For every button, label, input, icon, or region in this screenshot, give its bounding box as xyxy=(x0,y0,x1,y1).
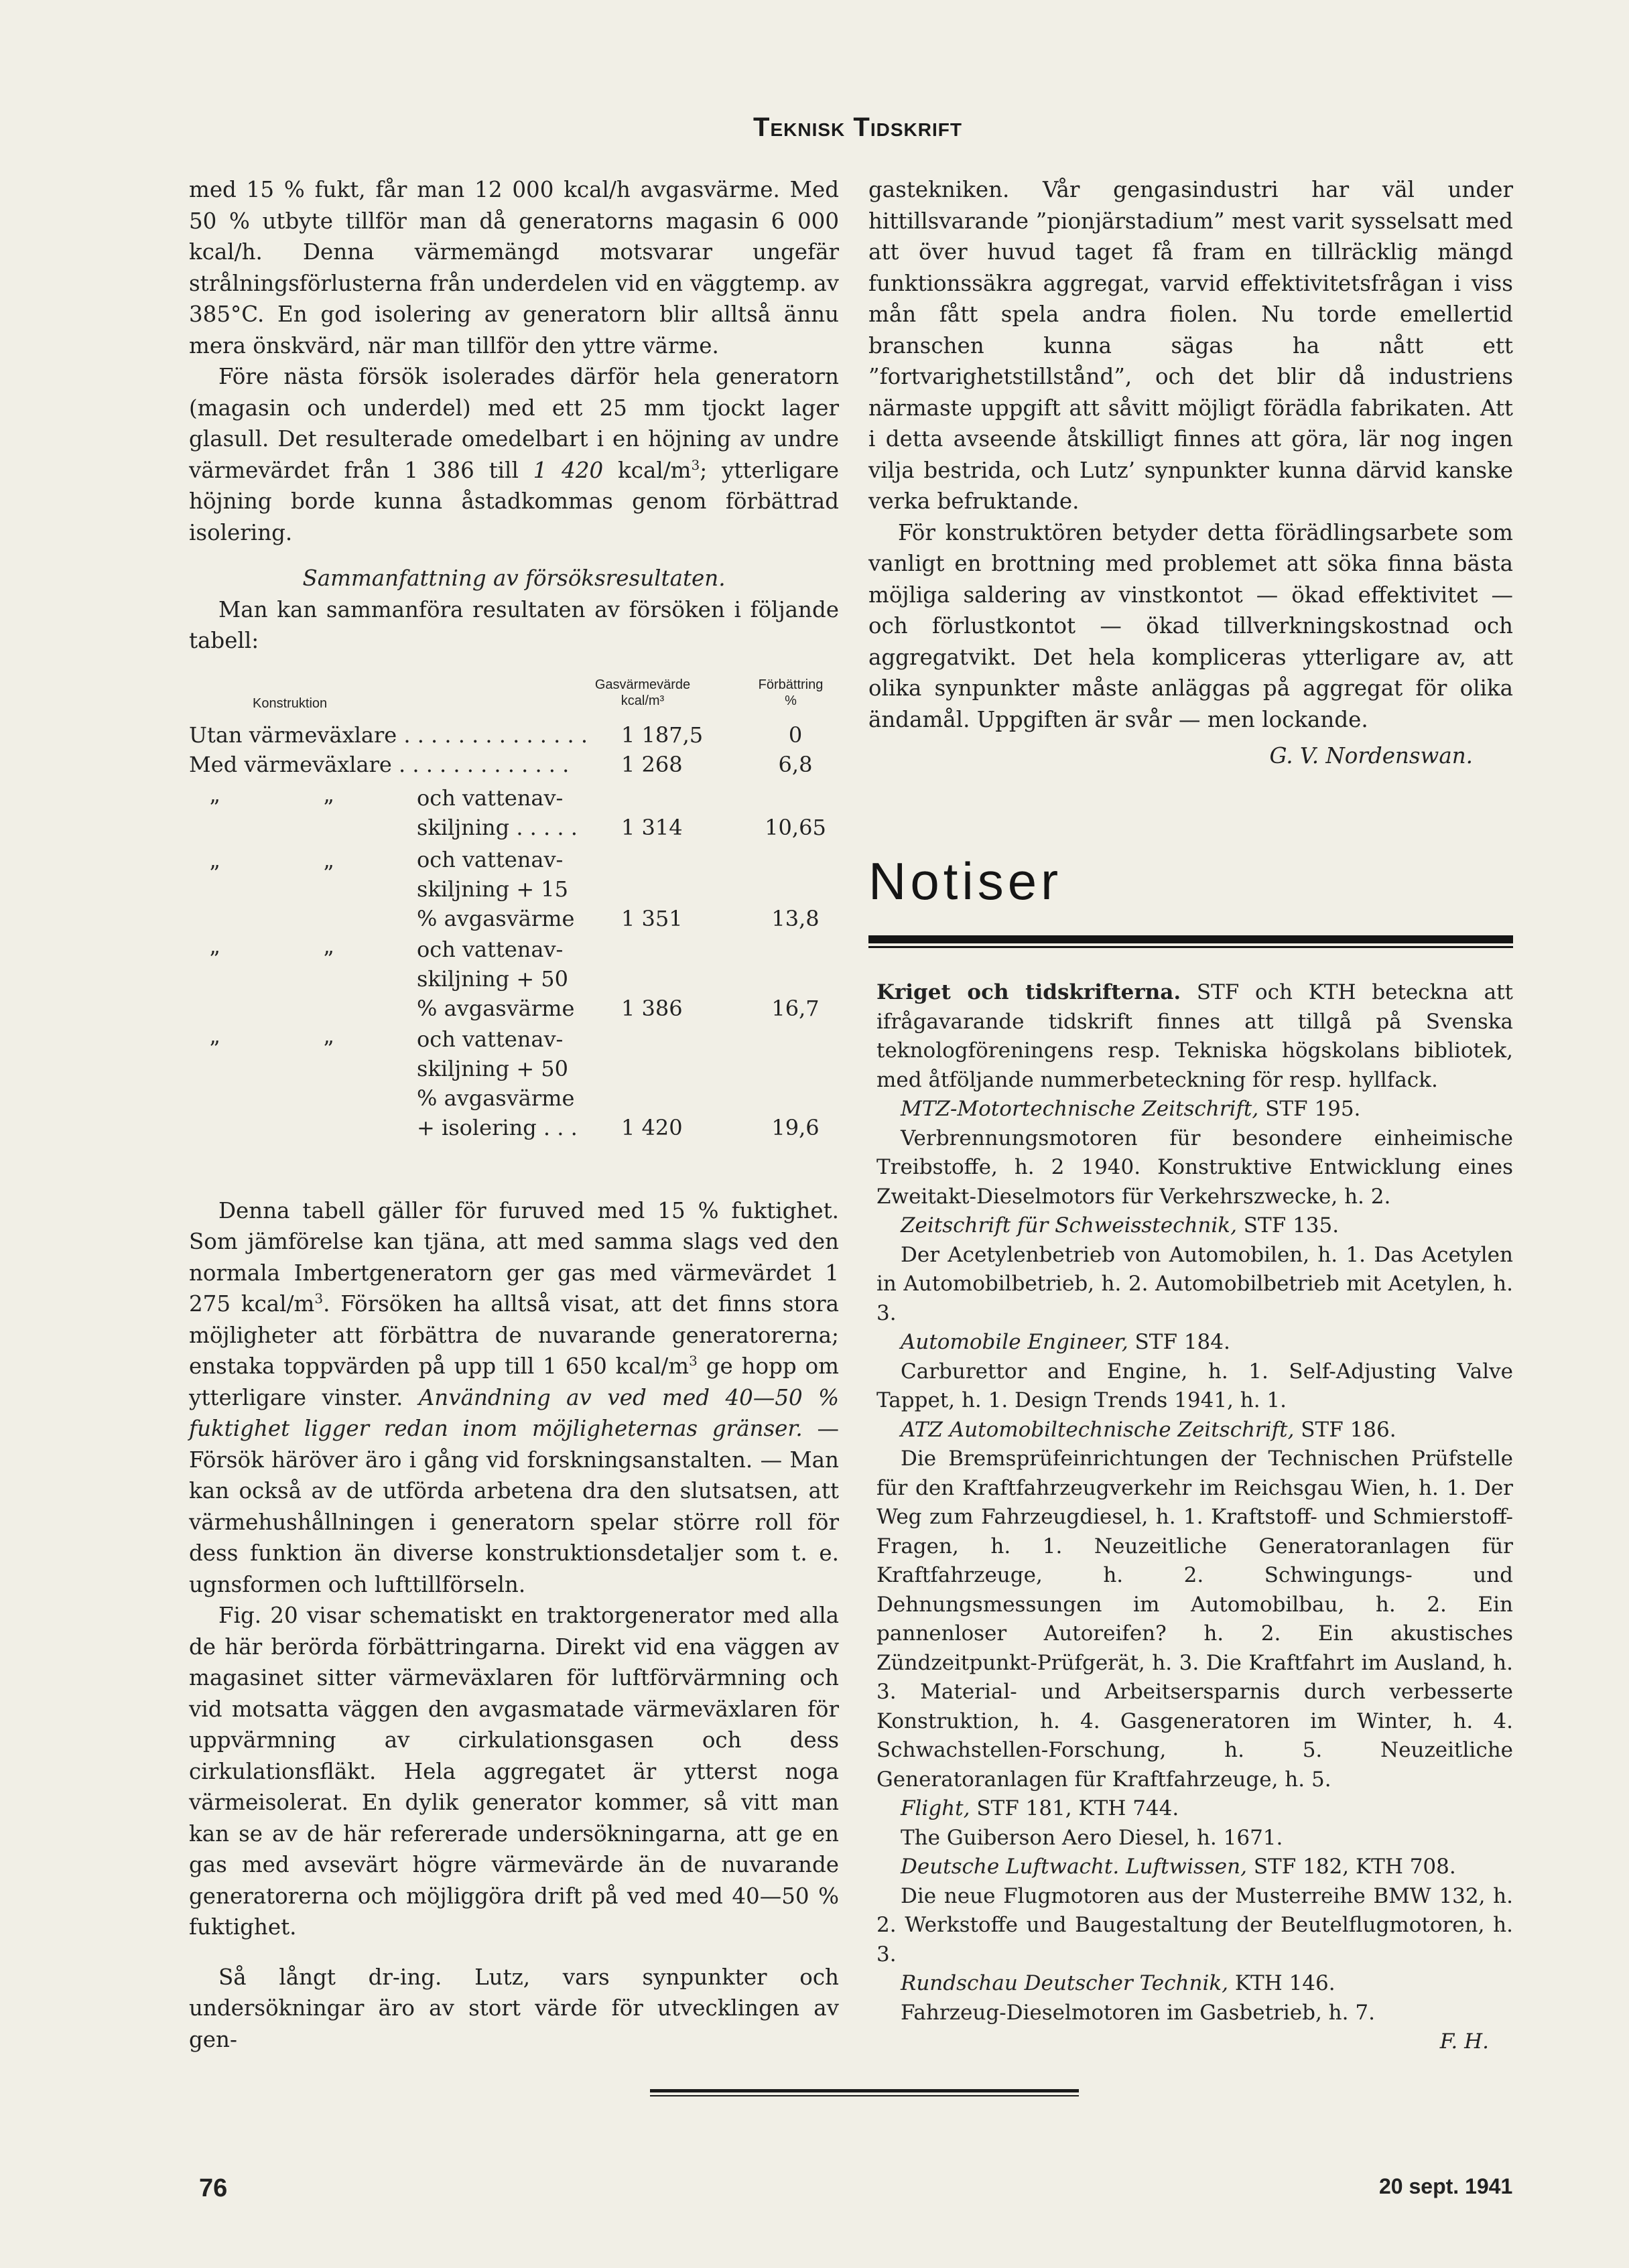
table-row: ” ” och vattenav- skiljning + 50 % avgasvärme 1 386 16,7 xyxy=(209,936,820,1021)
journal-articles: Fahrzeug-Dieselmotoren im Gasbetrieb, h. 7. xyxy=(901,2000,1375,2025)
notice-initials: F. H. xyxy=(1439,2029,1489,2054)
right-column xyxy=(868,174,1513,772)
notiser-heading: Notiser xyxy=(868,852,1063,911)
issue-date: 20 sept. 1941 xyxy=(1379,2174,1513,2198)
page-number: 76 xyxy=(199,2174,228,2202)
table-row: Med värmeväxlare . . . . . . . . . . . . . 1 268 6,8 xyxy=(189,751,813,777)
journal-entry: MTZ-Motortechnische Zeitschrift, STF 195. xyxy=(901,1097,1361,1121)
journal-articles: Die neue Flugmotoren aus der Musterreihe BMW 132, h. 2. Werkstoffe und Baugestaltung der Beutelflugmotoren, h. 3. xyxy=(876,1883,1513,1966)
journal-masthead: Teknisk Tidskrift xyxy=(753,113,962,142)
table-header-construction: Konstruktion xyxy=(253,695,328,711)
journal-entry: Zeitschrift für Schweisstechnik, STF 135. xyxy=(901,1213,1340,1238)
journal-articles: Der Acetylenbetrieb von Automobilen, h. 1. Das Acetylen in Automobilbetrieb, h. 2. Automobilbetrieb mit Acetylen, h. 3. xyxy=(876,1242,1513,1325)
footer-rule-thin xyxy=(650,2095,1079,2096)
journal-entry: Flight, STF 181, KTH 744. xyxy=(901,1796,1179,1820)
journal-articles: Verbrennungsmotoren für besondere einheimische Treibstoffe, h. 2 1940. Konstruktive Entwicklung eines Zweitakt-Dieselmotors für Verkehrszwecke, h. 2. xyxy=(876,1126,1513,1209)
journal-entry: ATZ Automobiltechnische Zeitschrift, STF 186. xyxy=(901,1417,1396,1442)
notiser-body xyxy=(876,978,1513,2057)
left-paragraph-1: med 15 % fukt, får man 12 000 kcal/h avgasvärme. Med 50 % utbyte tillför man då generatorns magasin 6 000 kcal/h. Denna värmemängd motsvarar ungefär strålningsförlusterna från underdelen vid en väggtemp. av 385°C. En god isolering av generatorn blir alltså ännu mera önskvärd, när man tillför den yttre värme. xyxy=(189,177,839,358)
table-header-improvement: Förbättring % xyxy=(758,677,824,708)
results-table xyxy=(189,667,839,1177)
table-row: ” ” och vattenav- skiljning + 50 % avgasvärme + isolering . . . 1 420 19,6 xyxy=(209,1026,820,1140)
left-paragraph-3: Man kan sammanföra resultaten av försöken i följande tabell: xyxy=(189,596,839,653)
table-row: ” ” och vattenav- skiljning . . . . . 1 314 10,65 xyxy=(209,785,826,840)
heading-rule-thin xyxy=(868,946,1513,948)
journal-articles: Carburettor and Engine, h. 1. Self-Adjusting Valve Tappet, h. 1. Design Trends 1941, h. 1. xyxy=(876,1359,1513,1412)
author-signature: G. V. Nordenswan. xyxy=(1269,743,1473,769)
right-paragraph-1: gastekniken. Vår gengasindustri har väl under hittillsvarande ”pionjärstadium” mest varit sysselsatt med att över huvud taget få fram en tillräcklig mängd funktionssäkra aggregat, varvid effektivitetsfrågan i viss mån fått spela andra fiolen. Nu torde emellertid branschen kunna sägas ha nått ett ”fortvarighetstillstånd”, och det blir då industriens närmaste uppgift att såvitt möjligt förädla fabrikaten. Att i detta avseende åtskilligt finnes att göra, lär nog ingen vilja bestrida, och Lutz’ synpunkter kunna därvid kanske verka befruktande. xyxy=(868,177,1513,514)
journal-articles: The Guiberson Aero Diesel, h. 1671. xyxy=(901,1825,1283,1850)
right-paragraph-2: För konstruktören betyder detta förädlingsarbete som vanligt en brottning med problemet att söka finna bästa möjliga saldering av vinstkontot — ökad effektivitet — och förlustkontot — ökad tillverkningskostnad och aggregatvikt. Det hela kompliceras ytterligare av, att olika synpunkter måste anläggas på aggregat för olika ändamål. Uppgiften är svår — men lockande. xyxy=(868,519,1513,732)
table-row: Utan värmeväxlare . . . . . . . . . . . . . . 1 187,5 0 xyxy=(189,722,803,748)
journal-entry: Rundschau Deutscher Technik, KTH 146. xyxy=(901,1971,1335,1995)
table-header-heating-value: Gasvärmevärde kcal/m³ xyxy=(594,677,691,708)
left-paragraph-5: Fig. 20 visar schematiskt en traktorgenerator med alla de här berörda förbättringarna. Direkt vid ena väggen av magasinet sitter värmeväxlaren för luftförvärmning och vid motsatta väggen den avgasmatade värmeväxlaren för uppvärmning av cirkulationsgasen och dess cirkulationsfläkt. Hela aggregatet är ytterst noga värmeisolerat. En dylik generator kommer, så vitt man kan se av de här refererade undersökningarna, att ge en gas med avsevärt högre värmevärde än de nuvarande generatorerna och möjliggöra drift på ved med 40—50 % fuktighet. xyxy=(189,1603,839,1940)
section-title: Sammanfattning av försöksresultaten. xyxy=(302,565,726,591)
left-paragraph-4: Denna tabell gäller för furuved med 15 % fuktighet. Som jämförelse kan tjäna, att med samma slags ved den normala Imbertgeneratorn ger gas med värmevärdet 1 275 kcal/$m^3$. Försöken ha alltså visat, att det finns stora möjligheter att förbättra de nuvarande generatorerna; enstaka toppvärden på upp till 1 650 kcal/$m^3$ ge hopp om ytterligare vinster. Användning av ved med 40—50 % fuktighet ligger redan inom möjligheternas gränser. — Försök häröver äro i gång vid forskningsanstalten. — Man kan också av de utförda arbetena dra den slutsatsen, att värmehushållningen i generatorn spelar större roll för dess funktion än diverse konstruktionsdetaljer som t. e. ugnsformen och lufttillförseln. xyxy=(189,1197,840,1597)
footer-rule xyxy=(650,2089,1079,2092)
journal-entry: Deutsche Luftwacht. Luftwissen, STF 182, KTH 708. xyxy=(901,1855,1456,1879)
left-paragraph-2: Före nästa försök isolerades därför hela generatorn (magasin och underdel) med ett 25 mm tjockt lager glasull. Det resulterade omedelbart i en höjning av undre värmevärdet från 1 386 till 1 420 kcal/$m^3$; ytterligare höjning borde kunna åstadkommas genom förbättrad isolering. xyxy=(189,364,839,545)
notice-intro: Kriget och tidskrifterna. STF och KTH beteckna att ifrågavarande tidskrift finnes att tillgå på Svenska teknologföreningens resp. Tekniska högskolans bibliotek, med åtföljande nummerbeteckning för resp. hyllfack. xyxy=(876,980,1513,1092)
journal-articles: Die Bremsprüfeinrichtungen der Technischen Prüfstelle für den Kraftfahrzeugverkehr im Reichsgau Wien, h. 1. Der Weg zum Fahrzeugdiesel, h. 1. Kraftstoff- und Schmierstoff-Fragen, h. 1. Neuzeitliche Generatoranlagen für Kraftfahrzeuge, h. 2. Schwingungs- und Dehnungsmessungen im Automobilbau, h. 2. Ein pannenloser Autoreifen? h. 2. Ein akustisches Zündzeitpunkt-Prüfgerät, h. 3. Die Kraftfahrt im Ausland, h. 3. Material- und Arbeitsersparnis durch verbesserte Konstruktion, h. 4. Gasgeneratoren im Winter, h. 4. Schwachstellen-Forschung, h. 5. Neuzeitliche Generatoranlagen für Kraftfahrzeuge, h. 5. xyxy=(876,1447,1513,1792)
journal-entry: Automobile Engineer, STF 184. xyxy=(901,1330,1230,1354)
left-paragraph-6: Så långt dr-ing. Lutz, vars synpunkter och undersökningar äro av stort värde för utvecklingen av gen- xyxy=(189,1964,839,2052)
left-column xyxy=(189,174,839,2055)
table-row: ” ” och vattenav- skiljning + 15 % avgasvärme 1 351 13,8 xyxy=(209,846,820,931)
heading-rule xyxy=(868,935,1513,943)
